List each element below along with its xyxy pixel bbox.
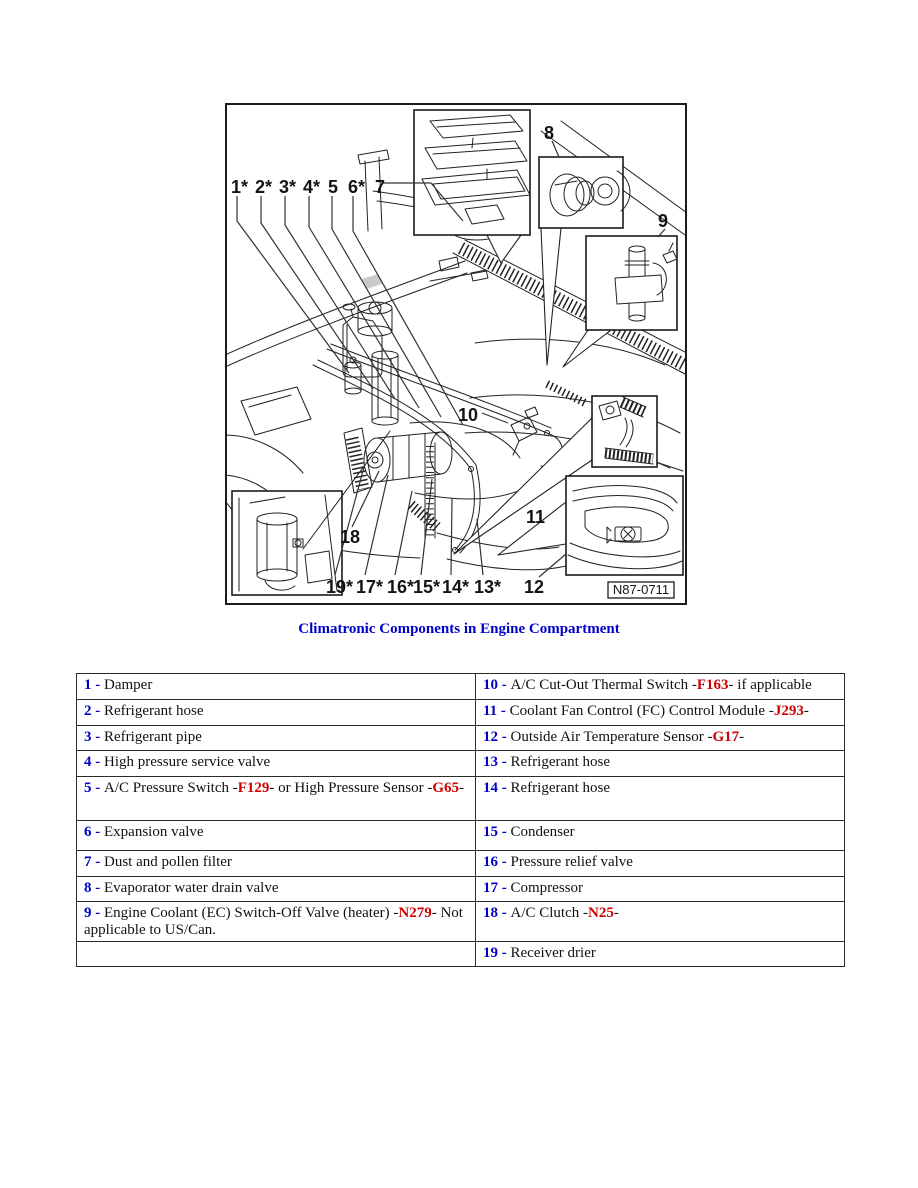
- legend-row: [77, 751, 845, 777]
- legend-item-number: 2 -: [84, 703, 104, 719]
- legend-row: [77, 877, 845, 902]
- legend-item-number: 17 -: [483, 880, 511, 896]
- callout-1: 1*: [231, 177, 249, 197]
- legend-item-text: - if applicable: [728, 677, 812, 693]
- callout-9: 9: [658, 211, 669, 231]
- legend-item-number: 14 -: [483, 780, 511, 796]
- callout-6: 6*: [348, 177, 366, 197]
- callout-18: 18: [340, 527, 361, 547]
- component-code: F129: [237, 780, 270, 796]
- legend-item-text: High pressure service valve: [104, 754, 271, 770]
- legend-item-number: 13 -: [483, 754, 511, 770]
- callout-19: 19*: [326, 577, 354, 597]
- legend-item-text: Pressure relief valve: [510, 854, 633, 870]
- legend-cell: [77, 777, 476, 821]
- component-code: N279: [398, 905, 432, 921]
- inset-fan-control-module: [592, 396, 657, 467]
- legend-cell: [77, 674, 476, 700]
- component-code: N25: [588, 905, 614, 921]
- legend-item-number: 19 -: [483, 945, 511, 961]
- callout-10: 10: [458, 405, 479, 425]
- callout-17: 17*: [356, 577, 384, 597]
- legend-row: [77, 700, 845, 726]
- legend-item-number: 9 -: [84, 905, 104, 921]
- legend-cell: [476, 851, 845, 877]
- legend-cell: [77, 902, 476, 942]
- legend-item-number: 10 -: [483, 677, 511, 693]
- legend-row: [77, 674, 845, 700]
- callout-3: 3*: [279, 177, 297, 197]
- legend-cell: [77, 726, 476, 751]
- legend-item-text: A/C Cut-Out Thermal Switch -: [510, 677, 697, 693]
- legend-cell: [476, 674, 845, 700]
- legend-item-text: -: [458, 780, 464, 796]
- engine-compartment-drawing: [225, 103, 687, 605]
- legend-cell: [476, 700, 845, 726]
- legend-cell: [77, 942, 476, 967]
- legend-item-number: 16 -: [483, 854, 511, 870]
- legend-row: [77, 942, 845, 967]
- legend-item-text: Condenser: [510, 824, 575, 840]
- legend-item-number: 18 -: [483, 905, 511, 921]
- legend-item-number: 7 -: [84, 854, 104, 870]
- legend-item-text: Receiver drier: [510, 945, 596, 961]
- legend-row: [77, 726, 845, 751]
- callout-7: 7: [375, 177, 386, 197]
- component-code: F163: [696, 677, 729, 693]
- legend-item-text: Expansion valve: [104, 824, 204, 840]
- legend-item-text: Dust and pollen filter: [104, 854, 232, 870]
- legend-item-text: - or High Pressure Sensor -: [269, 780, 433, 796]
- callout-11: 11: [526, 507, 546, 527]
- legend-item-text: Refrigerant hose: [510, 780, 611, 796]
- inset-dust-pollen-filter: [414, 110, 530, 235]
- legend-item-text: -: [803, 703, 809, 719]
- callout-13: 13*: [474, 577, 502, 597]
- figure-id: N87-0711: [612, 582, 670, 597]
- legend-row: [77, 777, 845, 821]
- inset-outside-air-temp-sensor: [566, 476, 683, 575]
- callout-5: 5: [328, 177, 339, 197]
- inset-evaporator-drain-valve: [539, 157, 623, 228]
- callout-16: 16*: [387, 577, 415, 597]
- legend-item-text: Refrigerant pipe: [104, 729, 202, 745]
- legend-item-number: 12 -: [483, 729, 511, 745]
- callout-14: 14*: [442, 577, 470, 597]
- legend-row: [77, 902, 845, 942]
- component-code: J293: [773, 703, 804, 719]
- legend-cell: [476, 877, 845, 902]
- legend-item-text: Evaporator water drain valve: [104, 880, 279, 896]
- legend-cell: [77, 821, 476, 851]
- legend-cell: [77, 877, 476, 902]
- legend-item-text: Coolant Fan Control (FC) Control Module -: [509, 703, 774, 719]
- legend-item-number: 8 -: [84, 880, 104, 896]
- legend-item-text: A/C Pressure Switch -: [104, 780, 238, 796]
- legend-table: [76, 673, 845, 967]
- legend-cell: [476, 777, 845, 821]
- legend-table-body: [77, 674, 845, 967]
- legend-item-text: A/C Clutch -: [510, 905, 588, 921]
- legend-item-text: Outside Air Temperature Sensor -: [510, 729, 713, 745]
- engine-compartment-figure: [225, 103, 687, 605]
- callout-15: 15*: [413, 577, 441, 597]
- legend-item-number: 15 -: [483, 824, 511, 840]
- callout-8: 8: [544, 123, 555, 143]
- callout-4: 4*: [303, 177, 321, 197]
- legend-cell: [476, 726, 845, 751]
- callout-2: 2*: [255, 177, 273, 197]
- legend-item-text: Damper: [104, 677, 153, 693]
- legend-item-text: -: [613, 905, 619, 921]
- legend-item-text: - Not applicable to US/Can.: [84, 905, 463, 938]
- legend-cell: [476, 902, 845, 942]
- legend-item-text: Refrigerant hose: [104, 703, 204, 719]
- legend-item-number: 11 -: [483, 703, 510, 719]
- legend-item-text: Engine Coolant (EC) Switch-Off Valve (heater) -: [104, 905, 399, 921]
- legend-cell: [77, 700, 476, 726]
- legend-cell: [476, 942, 845, 967]
- legend-item-number: 4 -: [84, 754, 104, 770]
- legend-row: [77, 821, 845, 851]
- legend-cell: [77, 751, 476, 777]
- legend-cell: [476, 821, 845, 851]
- legend-item-number: 1 -: [84, 677, 104, 693]
- callout-12: 12: [524, 577, 545, 597]
- figure-caption: Climatronic Components in Engine Compartment: [298, 621, 620, 637]
- legend-item-text: -: [739, 729, 745, 745]
- legend-row: [77, 851, 845, 877]
- component-code: G65: [432, 780, 459, 796]
- inset-boxes: [232, 110, 683, 595]
- legend-item-number: 5 -: [84, 780, 104, 796]
- legend-cell: [77, 851, 476, 877]
- legend-item-text: Refrigerant hose: [510, 754, 611, 770]
- component-code: G17: [712, 729, 740, 745]
- legend-item-number: 6 -: [84, 824, 104, 840]
- legend-cell: [476, 751, 845, 777]
- legend-item-number: 3 -: [84, 729, 104, 745]
- legend-item-text: Compressor: [510, 880, 583, 896]
